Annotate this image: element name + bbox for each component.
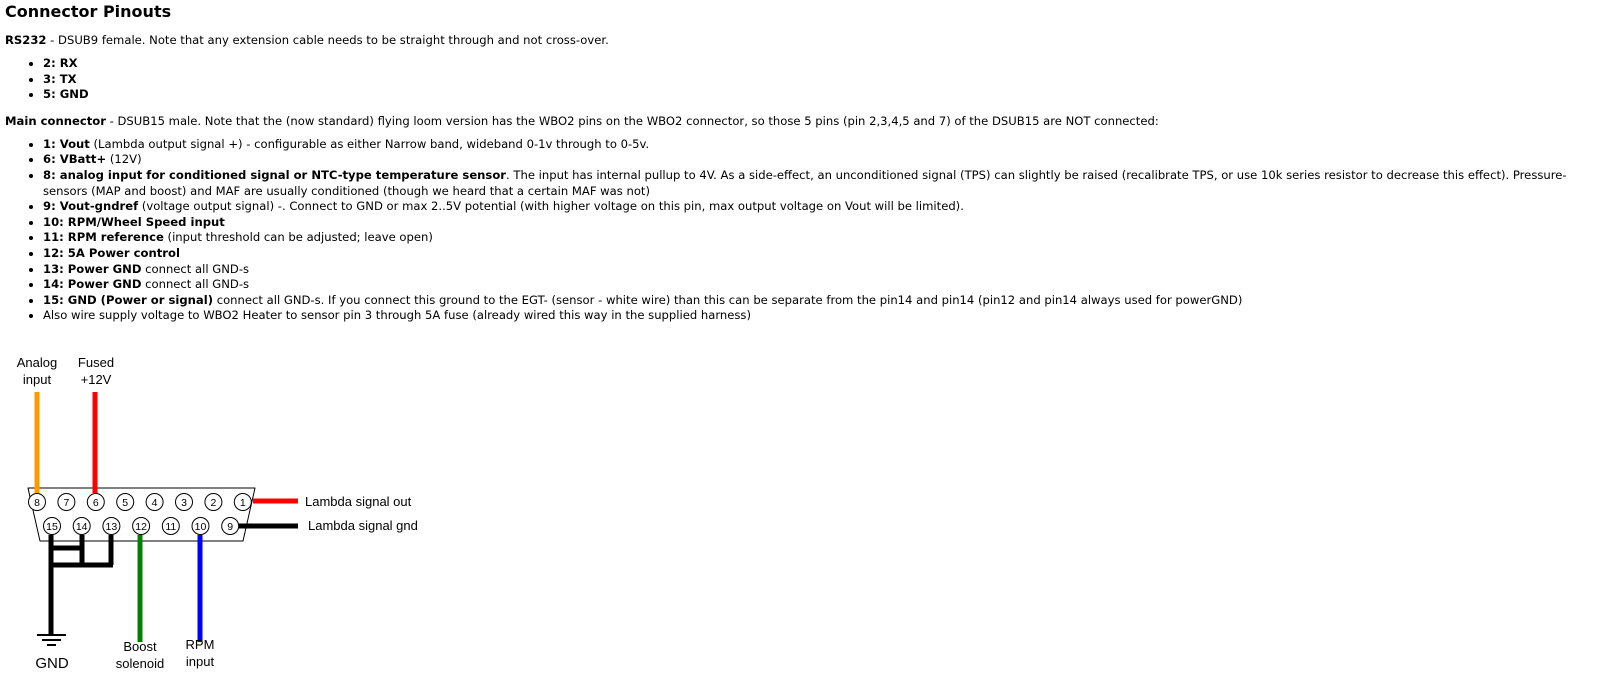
pin-13-number: 13 — [105, 521, 118, 533]
pin-3-number: 3 — [181, 497, 187, 509]
pin-4-number: 4 — [151, 497, 158, 509]
rpm-label-line1: RPM — [185, 637, 215, 652]
pin-9-number: 9 — [227, 521, 234, 533]
pin-label: 6: VBatt+ — [43, 152, 107, 167]
pin-description: connect all GND-s. If you connect this ground to the EGT- (sensor - white wire) than this can be separate from the pin14 and pin14 (pin12 and pin14 always used for powerGND) — [213, 292, 1243, 307]
pin-description: . The input has internal pullup to 4V. As a side-effect, an unconditioned signal (TPS) can slightly be raised (recalibrate TPS, or use 10k series resistor to decrease this effect). Pressure-sensors (MAP and boost) and MAF are usually conditioned (though we heard that a certain MAF was not) — [43, 167, 1567, 198]
pin-description: connect all GND-s — [141, 261, 250, 276]
rs232-label: RS232 — [5, 33, 47, 47]
pin-description: (Lambda output signal +) - configurable as either Narrow band, wideband 0-1v through to 0-5v. — [89, 136, 650, 151]
pin-description: Also wire supply voltage to WBO2 Heater to sensor pin 3 through 5A fuse (already wired this way in the supplied harness) — [43, 308, 751, 323]
list-item — [43, 72, 1600, 88]
pin-label: 5: GND — [43, 87, 89, 102]
main-connector-label: Main connector — [5, 113, 106, 128]
pin-label: 14: Power GND — [43, 277, 142, 292]
list-item — [43, 215, 1600, 231]
pin-label: 11: RPM reference — [43, 230, 164, 245]
analog-input-label-line2: input — [22, 372, 52, 387]
list-item — [43, 168, 1600, 199]
pin-description: connect all GND-s — [141, 277, 250, 292]
list-item — [43, 262, 1600, 278]
pin-14-number: 14 — [75, 521, 88, 533]
pin-6-number: 6 — [92, 497, 99, 509]
list-item — [43, 87, 1600, 103]
page-content — [5, 0, 1600, 324]
list-item — [43, 137, 1600, 153]
rs232-pin-list — [5, 56, 1600, 103]
pin-label: 10: RPM/Wheel Speed input — [43, 214, 225, 229]
pin-description: (12V) — [106, 152, 142, 167]
wire-gnd-bundle — [51, 535, 113, 634]
main-connector-description: - DSUB15 male. Note that the (now standard) flying loom version has the WBO2 pins on the WBO2 connector, so those 5 pins (pin 2,3,4,5 and 7) of the DSUB15 are NOT connected: — [105, 113, 1159, 128]
ground-symbol — [37, 635, 66, 645]
dsub15-wiring-diagram — [0, 352, 440, 697]
lambda-out-label: Lambda signal out — [305, 494, 412, 509]
pin-label: 3: TX — [43, 71, 77, 86]
pin-label: 8: analog input for conditioned signal or NTC-type temperature sensor — [43, 167, 507, 182]
analog-input-label-line1: Analog — [16, 355, 58, 370]
pin-7-number: 7 — [63, 497, 70, 509]
page-title: Connector Pinouts — [5, 2, 172, 21]
list-item — [43, 308, 1600, 324]
pin-label: 9: Vout-gndref — [43, 199, 139, 214]
list-item — [43, 293, 1600, 309]
pin-1-number: 1 — [239, 497, 246, 509]
list-item — [43, 199, 1600, 215]
gnd-label: GND — [35, 655, 69, 672]
list-item — [43, 56, 1600, 72]
pin-12-number: 12 — [135, 521, 147, 533]
pin-11-number: 11 — [165, 521, 177, 533]
pin-label: 13: Power GND — [43, 261, 142, 276]
pin-8-number: 8 — [34, 497, 40, 509]
fused-12v-label-line2: +12V — [80, 372, 112, 387]
boost-label-line2: solenoid — [115, 656, 165, 671]
list-item — [43, 230, 1600, 246]
rs232-description: - DSUB9 female. Note that any extension cable needs to be straight through and not cross-over. — [46, 33, 609, 47]
main-connector-paragraph — [5, 113, 1600, 129]
pin-label: 1: Vout — [43, 136, 90, 151]
pin-description: (input threshold can be adjusted; leave open) — [163, 230, 433, 245]
pin-label: 2: RX — [43, 56, 78, 70]
pin-description: (voltage output signal) -. Connect to GND or max 2..5V potential (with higher voltage on this pin, max output voltage on Vout will be limited). — [138, 199, 964, 214]
pin-5-number: 5 — [122, 497, 129, 509]
list-item — [43, 277, 1600, 293]
pin-2-number: 2 — [210, 497, 217, 509]
rpm-label-line2: input — [185, 654, 215, 669]
boost-label-line1: Boost — [123, 639, 157, 654]
pin-15-number: 15 — [46, 521, 58, 533]
list-item — [43, 152, 1600, 168]
lambda-gnd-label: Lambda signal gnd — [308, 518, 418, 533]
pin-label: 12: 5A Power control — [43, 245, 180, 260]
rs232-paragraph — [5, 32, 1600, 48]
main-pin-list — [5, 137, 1600, 324]
pin-10-number: 10 — [194, 521, 207, 533]
pin-label: 15: GND (Power or signal) — [43, 292, 214, 307]
list-item — [43, 246, 1600, 262]
fused-12v-label-line1: Fused — [77, 355, 115, 370]
